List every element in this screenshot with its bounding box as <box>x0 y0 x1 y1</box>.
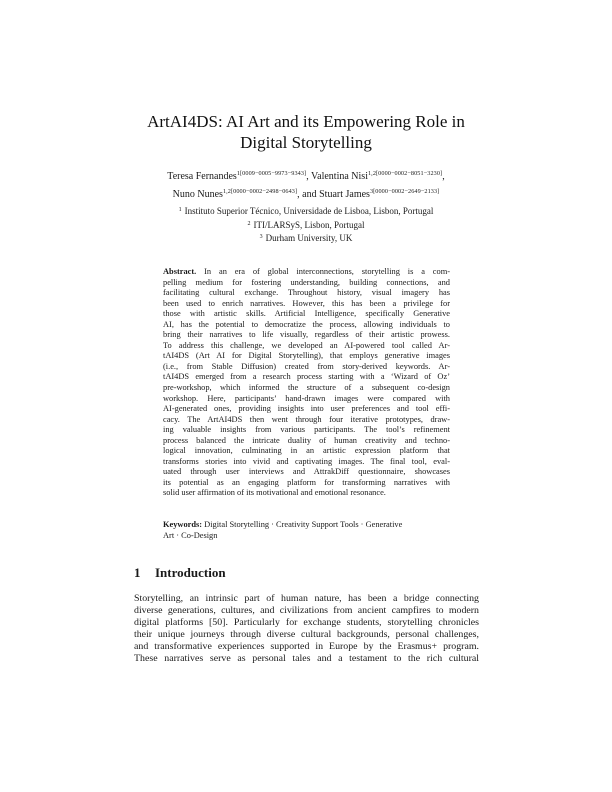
author-name: Teresa Fernandes <box>167 171 237 182</box>
section-number: 1 <box>134 565 141 580</box>
author-orcid: 3[0000−0002−2649−2133] <box>369 188 440 195</box>
title-line-1: ArtAI4DS: AI Art and its Empowering Role in <box>147 112 465 131</box>
section-title: Introduction <box>155 565 226 580</box>
abstract-line: facilitating cultural exchange. Throughout history, visual imagery has <box>163 288 450 298</box>
title-line-2: Digital Storytelling <box>240 133 372 152</box>
author-name: , and Stuart James <box>297 189 370 200</box>
abstract-text: In an era of global interconnections, storytelling is a com- <box>204 267 451 276</box>
abstract-line: process balanced the intricate duality of human creativity and techno- <box>163 435 450 445</box>
section-heading <box>134 565 226 581</box>
abstract-line: cacy. The ArtAI4DS then went through four iterative prototypes, draw- <box>163 414 450 424</box>
abstract-line: its potential as an engaging platform for transforming narratives with <box>163 477 450 487</box>
abstract-line: solid user affirmation of its motivational and emotional resonance. <box>163 488 386 498</box>
author-list <box>50 166 562 202</box>
author-orcid: 1[0009−0005−9973−9343] <box>236 170 307 177</box>
abstract-line <box>163 267 450 278</box>
abstract-line: AI, has the potential to democratize the process, allowing individuals to <box>163 319 450 329</box>
body-line: and transformative experiences supported in Europe by the Erasmus+ program. <box>134 641 479 653</box>
author-name: Nuno Nunes <box>172 189 223 200</box>
abstract-line: To address this challenge, we developed an AI-powered tool called Ar- <box>163 340 450 350</box>
body-line: diverse generations, cultures, and civilizations from ancient campfires to modern <box>134 605 479 617</box>
body-line: These narratives serve as personal tales and a testament to the rich cultural <box>134 653 479 665</box>
abstract-line: ing valuable insights from various participants. The tool’s refinement <box>163 425 450 435</box>
keywords-line <box>163 520 450 531</box>
affiliation <box>60 218 552 232</box>
paper-title <box>60 111 552 153</box>
affiliation <box>60 231 552 245</box>
keywords-text: Digital Storytelling · Creativity Support Tools · Generative <box>204 520 403 529</box>
affiliation-number: 3 <box>259 234 263 240</box>
author-line-2 <box>50 184 562 202</box>
author-separator: , <box>442 171 445 182</box>
abstract-line: transforms stories into vivid and captivating images. The final tool, eval- <box>163 456 450 466</box>
abstract-label: Abstract. <box>163 267 197 276</box>
author-line-1 <box>50 166 562 184</box>
abstract-line: (i.e., from Stable Diffusion) created from story-derived keywords. Ar- <box>163 361 450 371</box>
author-name: , Valentina Nisi <box>306 171 368 182</box>
author-orcid: 1,2[0000−0002−2498−0643] <box>222 188 298 195</box>
body-line: digital platforms [50]. Particularly for exchange students, storytelling chronicles <box>134 617 479 629</box>
abstract-line: AI-generated ones, providing insights into user preferences and tool effi- <box>163 404 450 414</box>
affiliation-text: Instituto Superior Técnico, Universidade de Lisboa, Lisbon, Portugal <box>184 206 434 216</box>
abstract-line: tAI4DS emerged from a research process starting with a ‘Wizard of Oz’ <box>163 372 450 382</box>
abstract <box>163 267 450 499</box>
author-orcid: 1,2[0000−0002−8051−3230] <box>367 170 443 177</box>
abstract-line: workshop. Here, participants’ hand-drawn images were compared with <box>163 393 450 403</box>
affiliation-number: 2 <box>247 220 251 227</box>
keywords-line: Art · Co-Design <box>163 530 218 540</box>
body-line: Storytelling, an intrinsic part of human nature, has been a bridge connecting <box>134 593 479 604</box>
abstract-line: bring their narratives to life visually, regardless of their artistic prowess. <box>163 330 450 340</box>
abstract-line: pre-workshop, which informed the structure of a subsequent co-design <box>163 383 450 393</box>
keywords <box>163 520 450 541</box>
abstract-line: pelling medium for fostering understanding, building connections, and <box>163 277 450 287</box>
affiliation <box>60 204 552 218</box>
abstract-line: uated through user interviews and AttrakDiff questionnaire, showcases <box>163 467 450 477</box>
body-text <box>134 593 479 666</box>
affiliation-list <box>60 204 552 245</box>
affiliation-text: ITI/LARSyS, Lisbon, Portugal <box>253 219 365 230</box>
affiliation-number: 1 <box>178 207 182 213</box>
keywords-label: Keywords: <box>163 520 203 529</box>
affiliation-text: Durham University, UK <box>265 233 353 243</box>
abstract-line: those with artistic skills. Artificial Intelligence, specifically Generative <box>163 309 450 319</box>
abstract-line: tAI4DS (Art AI for Digital Storytelling), that employs generative images <box>163 351 450 361</box>
body-line: their unique journeys through diverse cultural backgrounds, personal challenges, <box>134 629 479 641</box>
abstract-line: logical innovation, culminating in an artistic expression platform that <box>163 446 450 456</box>
abstract-line: been used to enrich narratives. However, this has been a privilege for <box>163 298 450 308</box>
